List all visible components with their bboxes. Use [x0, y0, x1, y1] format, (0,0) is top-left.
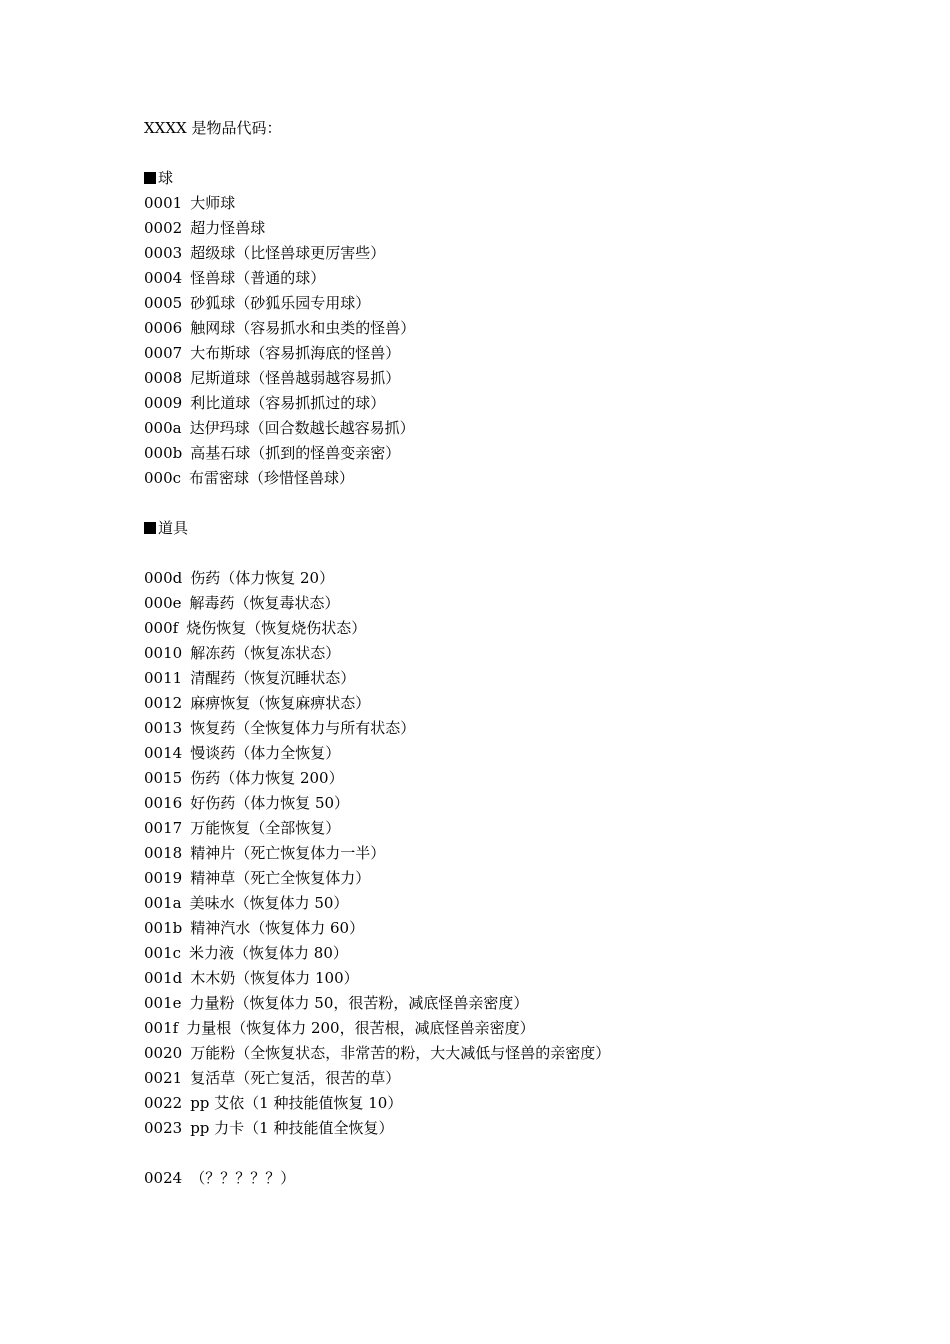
list-item [144, 866, 904, 891]
blank-line [144, 1141, 904, 1166]
item-text: 慢谈药（体力全恢复） [190, 744, 341, 762]
item-text: 高基石球（抓到的怪兽变亲密） [190, 444, 401, 462]
list-item [144, 366, 904, 391]
item-text: 恢复药（全恢复体力与所有状态） [190, 719, 416, 737]
blank-line [144, 491, 904, 516]
list-item [144, 841, 904, 866]
item-text: 烧伤恢复（恢复烧伤状态） [186, 619, 367, 637]
section-title: 道具 [158, 519, 189, 537]
item-text: 达伊玛球（回合数越长越容易抓） [189, 419, 415, 437]
item-code: 0008 [144, 369, 183, 387]
list-item [144, 441, 904, 466]
item-text: 清醒药（恢复沉睡状态） [190, 669, 356, 687]
list-item [144, 916, 904, 941]
square-bullet-icon [144, 172, 156, 184]
list-item [144, 616, 904, 641]
item-code: 0019 [144, 869, 183, 887]
item-text: 解毒药（恢复毒状态） [189, 594, 340, 612]
list-item [144, 216, 904, 241]
section-title: 球 [158, 169, 174, 187]
item-text: 精神草（死亡全恢复体力） [190, 869, 371, 887]
list-item [144, 416, 904, 441]
item-text: 怪兽球（普通的球） [190, 269, 326, 287]
item-code: 000c [144, 469, 182, 487]
section-heading-items [144, 516, 904, 541]
item-text: 力量根（恢复体力 200，很苦根，减底怪兽亲密度） [186, 1019, 535, 1037]
item-text: 砂狐球（砂狐乐园专用球） [190, 294, 371, 312]
item-text: 木木奶（恢复体力 100） [190, 969, 359, 987]
item-text: 伤药（体力恢复 200） [190, 769, 344, 787]
blank-line [144, 541, 904, 566]
list-item [144, 891, 904, 916]
list-item [144, 691, 904, 716]
item-code: 001a [144, 894, 182, 912]
item-code: 0013 [144, 719, 183, 737]
item-text: 伤药（体力恢复 20） [190, 569, 335, 587]
list-item [144, 1116, 904, 1141]
item-code: 0005 [144, 294, 183, 312]
item-text: （？？？？？） [190, 1169, 296, 1187]
item-code: 001d [144, 969, 183, 987]
item-code: 0023 [144, 1119, 183, 1137]
item-text: 大师球 [190, 194, 236, 212]
item-code: 0021 [144, 1069, 183, 1087]
list-item [144, 1066, 904, 1091]
item-code: 000f [144, 619, 179, 637]
item-code: 0002 [144, 219, 183, 237]
item-code: 000d [144, 569, 183, 587]
section-heading-balls [144, 166, 904, 191]
item-text: 超级球（比怪兽球更厉害些） [190, 244, 386, 262]
list-item [144, 966, 904, 991]
list-item [144, 341, 904, 366]
item-code: 000e [144, 594, 182, 612]
list-item [144, 466, 904, 491]
item-text: pp 艾依（1 种技能值恢复 10） [190, 1094, 403, 1112]
item-code: 0010 [144, 644, 183, 662]
item-text: 复活草（死亡复活，很苦的草） [190, 1069, 401, 1087]
intro-text: XXXX 是物品代码： [144, 119, 282, 137]
item-code: 0012 [144, 694, 183, 712]
item-code: 000b [144, 444, 183, 462]
list-item [144, 191, 904, 216]
list-item [144, 291, 904, 316]
item-text: 精神片（死亡恢复体力一半） [190, 844, 386, 862]
item-code: 0018 [144, 844, 183, 862]
item-code: 0004 [144, 269, 183, 287]
item-code: 001c [144, 944, 182, 962]
item-code: 0022 [144, 1094, 183, 1112]
list-item [144, 941, 904, 966]
item-code: 0017 [144, 819, 183, 837]
item-code: 001e [144, 994, 182, 1012]
item-text: 触网球（容易抓水和虫类的怪兽） [190, 319, 416, 337]
list-item [144, 991, 904, 1016]
item-text: 大布斯球（容易抓海底的怪兽） [190, 344, 401, 362]
item-code: 0014 [144, 744, 183, 762]
list-item [144, 741, 904, 766]
item-text: 万能恢复（全部恢复） [190, 819, 341, 837]
list-item [144, 641, 904, 666]
list-item [144, 766, 904, 791]
item-text: 解冻药（恢复冻状态） [190, 644, 341, 662]
list-item [144, 1016, 904, 1041]
item-code: 0011 [144, 669, 183, 687]
list-item [144, 391, 904, 416]
list-item [144, 791, 904, 816]
item-code: 001f [144, 1019, 179, 1037]
item-code: 0024 [144, 1169, 183, 1187]
item-text: 麻痹恢复（恢复麻痹状态） [190, 694, 371, 712]
item-text: 超力怪兽球 [190, 219, 266, 237]
list-item [144, 241, 904, 266]
item-code: 0003 [144, 244, 183, 262]
item-code: 0016 [144, 794, 183, 812]
item-code: 0006 [144, 319, 183, 337]
list-item-unknown [144, 1166, 904, 1191]
document-page [144, 116, 904, 1191]
list-item [144, 566, 904, 591]
item-text: 米力液（恢复体力 80） [189, 944, 348, 962]
item-code: 0001 [144, 194, 183, 212]
blank-line [144, 141, 904, 166]
list-item [144, 591, 904, 616]
item-code: 0020 [144, 1044, 183, 1062]
list-item [144, 716, 904, 741]
item-code: 000a [144, 419, 182, 437]
list-item [144, 316, 904, 341]
item-text: 尼斯道球（怪兽越弱越容易抓） [190, 369, 401, 387]
item-text: 好伤药（体力恢复 50） [190, 794, 350, 812]
item-code: 0007 [144, 344, 183, 362]
list-item [144, 266, 904, 291]
list-item [144, 1091, 904, 1116]
item-text: 利比道球（容易抓抓过的球） [190, 394, 386, 412]
item-text: 精神汽水（恢复体力 60） [190, 919, 365, 937]
item-code: 0009 [144, 394, 183, 412]
item-text: 美味水（恢复体力 50） [189, 894, 349, 912]
item-text: pp 力卡（1 种技能值全恢复） [190, 1119, 394, 1137]
item-text: 万能粉（全恢复状态，非常苦的粉，大大减低与怪兽的亲密度） [190, 1044, 611, 1062]
list-item [144, 1041, 904, 1066]
item-code: 0015 [144, 769, 183, 787]
square-bullet-icon [144, 522, 156, 534]
list-item [144, 666, 904, 691]
item-code: 001b [144, 919, 183, 937]
list-item [144, 816, 904, 841]
item-text: 布雷密球（珍惜怪兽球） [189, 469, 355, 487]
item-text: 力量粉（恢复体力 50，很苦粉，减底怪兽亲密度） [189, 994, 529, 1012]
